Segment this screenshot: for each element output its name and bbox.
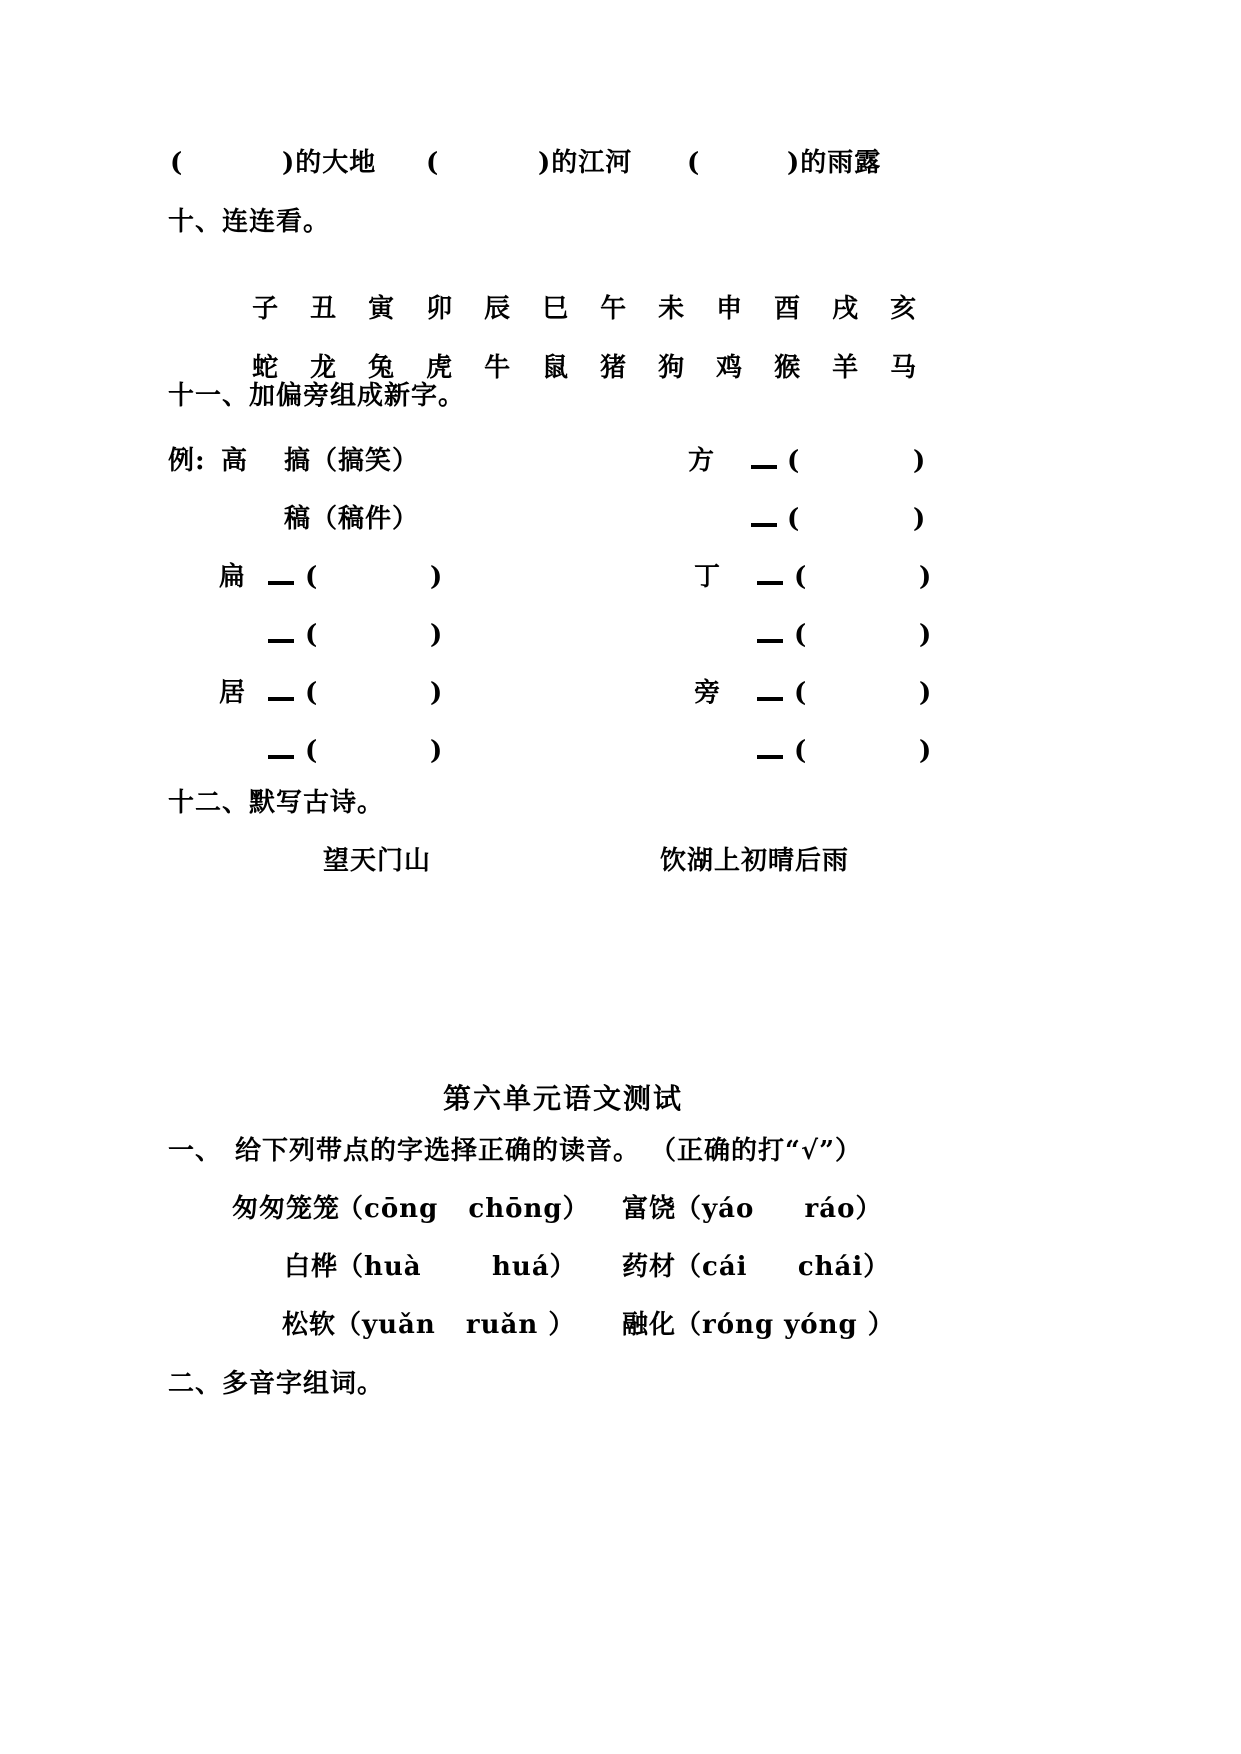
branch-item: 午 [600, 294, 628, 324]
dash [757, 697, 783, 701]
branch-item: 亥 [890, 294, 918, 324]
blank-1-open: ( [170, 148, 184, 178]
blank-2-open: ( [426, 148, 440, 178]
dash [751, 465, 777, 469]
pinyin-item-options: （cái chái） [675, 1252, 891, 1282]
paren-open: ( [305, 736, 319, 766]
example-row-1: 搞（搞笑） [284, 446, 420, 476]
poem-title-1: 望天门山 [323, 846, 432, 876]
char-ding: 丁 [694, 562, 722, 592]
branch-row [232, 264, 948, 324]
paren-close: ) [430, 620, 444, 650]
branch-item: 辰 [484, 294, 512, 324]
paren-close: ) [913, 504, 927, 534]
paren-close: ) [919, 678, 933, 708]
paren-close: ) [913, 446, 927, 476]
pinyin-item-word: 富饶 [622, 1194, 677, 1224]
paren-open: ( [794, 678, 808, 708]
test-title: 第六单元语文测试 [443, 1082, 684, 1115]
paren-close: ) [919, 562, 933, 592]
paren-open: ( [794, 562, 808, 592]
paren-open: ( [787, 446, 801, 476]
animal-item: 猴 [774, 353, 802, 383]
pinyin-item-word: 松软 [282, 1310, 337, 1340]
paren-close: ) [430, 562, 444, 592]
dash [757, 639, 783, 643]
char-pang: 旁 [694, 678, 722, 708]
dash [268, 755, 294, 759]
branch-item: 卯 [426, 294, 454, 324]
pinyin-item-options: （yáo ráo） [675, 1194, 883, 1224]
branch-item: 寅 [368, 294, 396, 324]
paren-open: ( [305, 678, 319, 708]
dash [757, 581, 783, 585]
dash [268, 581, 294, 585]
question-2-text: 二、多音字组词。 [168, 1369, 385, 1399]
char-fang: 方 [688, 446, 716, 476]
dash [757, 755, 783, 759]
pinyin-item-options: （róng yóng ） [675, 1310, 895, 1340]
paren-open: ( [787, 504, 801, 534]
blank-3-label: )的雨露 [787, 148, 882, 178]
dash [268, 697, 294, 701]
example-char: 高 [221, 446, 249, 476]
animal-item: 龙 [310, 353, 338, 383]
animal-item: 牛 [484, 353, 512, 383]
pinyin-item-options: （cōng chōng） [337, 1194, 590, 1224]
section-10-title: 十、连连看。 [168, 207, 331, 237]
dash [268, 639, 294, 643]
animal-item: 马 [890, 353, 918, 383]
example-row-2: 稿（稿件） [284, 504, 420, 534]
paren-open: ( [794, 736, 808, 766]
paren-close: ) [430, 678, 444, 708]
branch-item: 丑 [310, 294, 338, 324]
animal-item: 兔 [368, 353, 396, 383]
pinyin-item-options: （yuǎn ruǎn ） [335, 1310, 576, 1340]
blank-1-label: )的大地 [282, 148, 377, 178]
pinyin-item-word: 白桦 [284, 1252, 339, 1282]
blank-3-open: ( [687, 148, 701, 178]
section-12-title: 十二、默写古诗。 [168, 788, 385, 818]
animal-item: 虎 [426, 353, 454, 383]
poem-title-2: 饮湖上初晴后雨 [660, 846, 850, 876]
example-label: 例: [168, 446, 206, 476]
dash [751, 523, 777, 527]
branch-item: 戌 [832, 294, 860, 324]
paren-open: ( [794, 620, 808, 650]
section-11-title: 十一、加偏旁组成新字。 [168, 381, 466, 411]
paren-close: ) [919, 620, 933, 650]
branch-item: 申 [716, 294, 744, 324]
pinyin-item-word: 药材 [622, 1252, 677, 1282]
branch-item: 未 [658, 294, 686, 324]
pinyin-item-options: （huà huá） [337, 1252, 577, 1282]
paren-open: ( [305, 620, 319, 650]
question-1-text: 给下列带点的字选择正确的读音。 （正确的打“√”） [235, 1136, 863, 1166]
animal-item: 鼠 [542, 353, 570, 383]
paren-close: ) [430, 736, 444, 766]
animal-item: 鸡 [716, 353, 744, 383]
animal-item: 猪 [600, 353, 628, 383]
question-1-label: 一、 [168, 1136, 223, 1166]
pinyin-item-word: 融化 [622, 1310, 677, 1340]
animal-item: 蛇 [252, 353, 280, 383]
branch-item: 巳 [542, 294, 570, 324]
char-bian: 扁 [219, 562, 247, 592]
paren-close: ) [919, 736, 933, 766]
branch-item: 子 [252, 294, 280, 324]
char-ju: 居 [219, 678, 247, 708]
paren-open: ( [305, 562, 319, 592]
blank-2-label: )的江河 [538, 148, 633, 178]
animal-row [232, 323, 948, 383]
animal-item: 羊 [832, 353, 860, 383]
animal-item: 狗 [658, 353, 686, 383]
pinyin-item-word: 匆匆笼笼 [232, 1194, 341, 1224]
branch-item: 酉 [774, 294, 802, 324]
